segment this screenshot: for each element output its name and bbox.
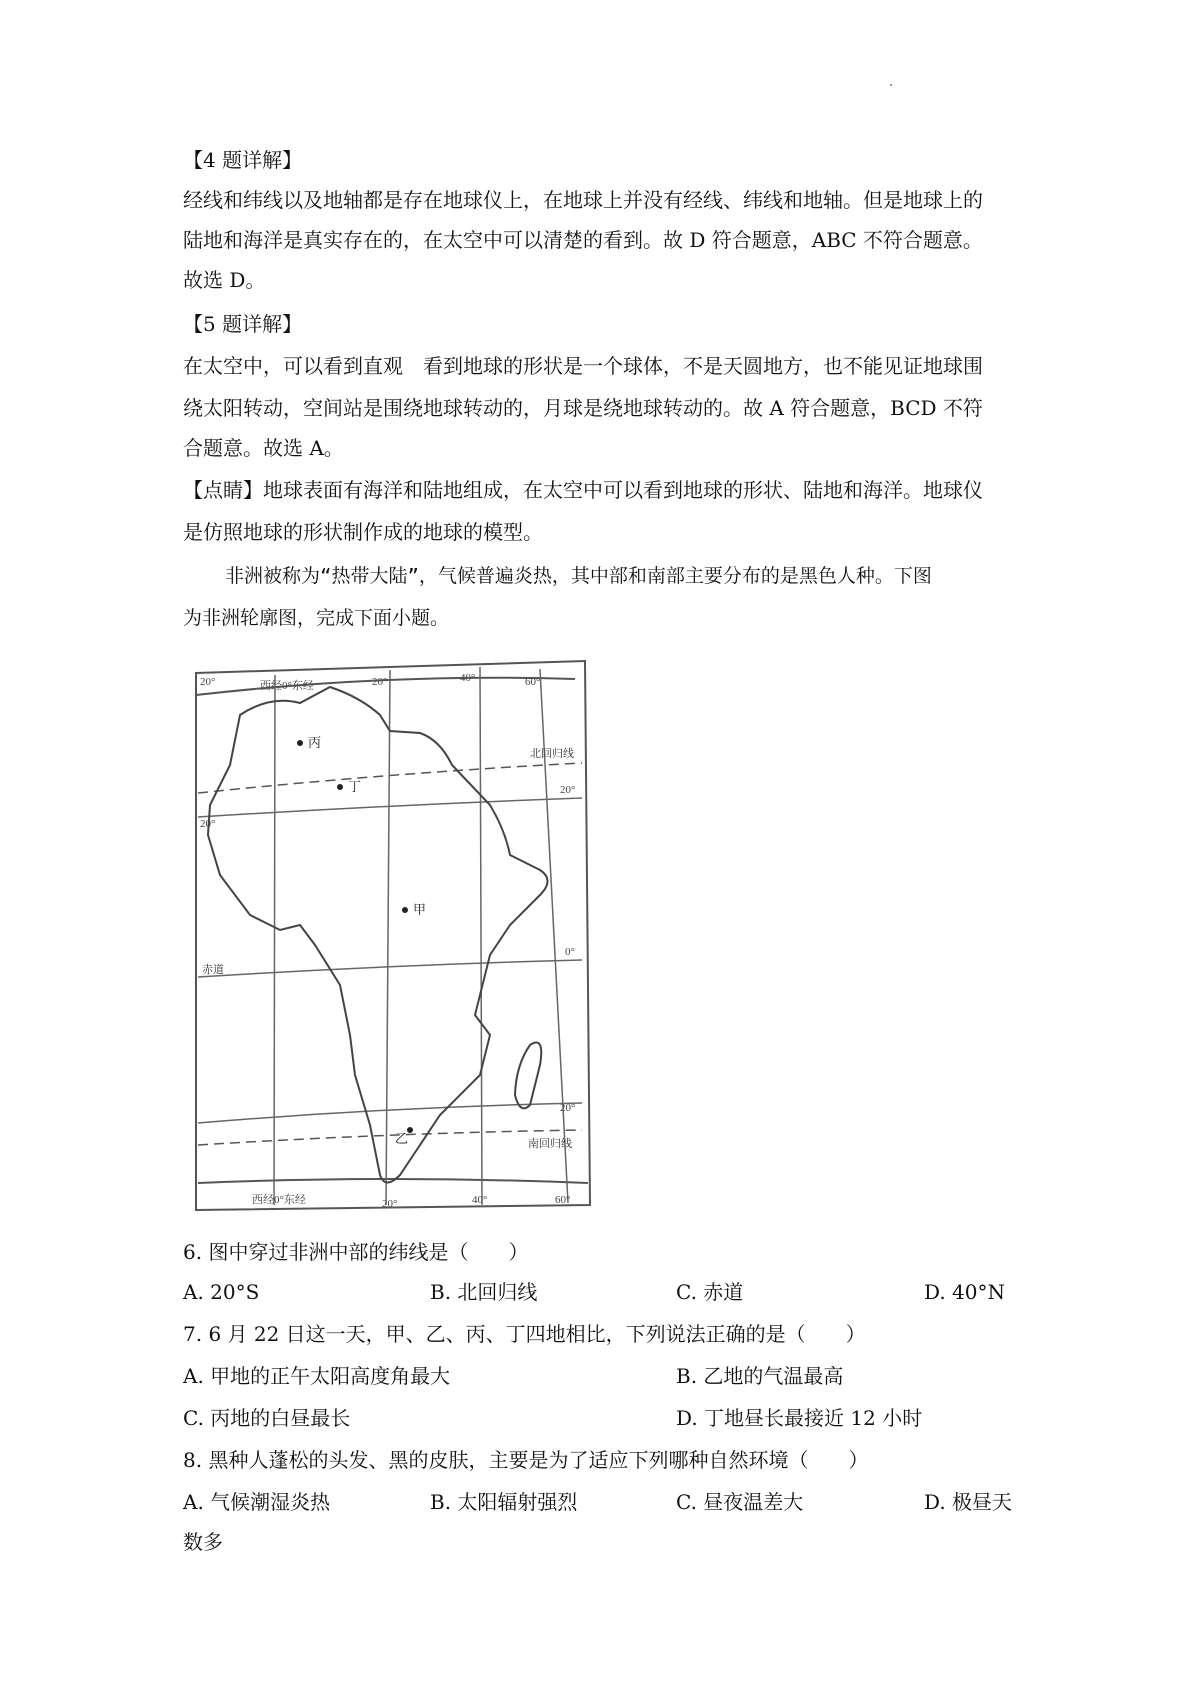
tropic-of-capricorn-line bbox=[198, 1130, 582, 1145]
equator-line bbox=[198, 960, 582, 977]
point-bing-label: 丙 bbox=[308, 735, 322, 750]
q4-detail-line: 经线和纬线以及地轴都是存在地球仪上，在地球上并没有经线、纬线和地轴。但是地球上的 bbox=[183, 188, 983, 212]
point-ding-label: 丁 bbox=[348, 779, 362, 794]
q8-option-d-continuation: 数多 bbox=[183, 1530, 223, 1554]
point-yi-label: 乙 bbox=[395, 1131, 409, 1146]
q8-option-b[interactable]: B. 太阳辐射强烈 bbox=[430, 1490, 578, 1514]
lat-label: 20° bbox=[200, 818, 216, 830]
lon-label: 60° bbox=[525, 676, 541, 688]
q6-option-a[interactable]: A. 20°S bbox=[183, 1280, 260, 1304]
map-frame bbox=[196, 661, 590, 1210]
lon-label: 40° bbox=[472, 1194, 488, 1206]
lat-20n bbox=[198, 798, 582, 817]
south-tropic-label: 南回归线 bbox=[528, 1138, 572, 1150]
point-jia-dot bbox=[402, 907, 408, 913]
africa-outline-map bbox=[190, 655, 630, 1215]
africa-outline bbox=[208, 687, 548, 1183]
q5-detail-line: 在太空中，可以看到直观 看到地球的形状是一个球体，不是天圆地方，也不能见证地球围 bbox=[183, 354, 983, 378]
q5-detail-line: 合题意。故选 A。 bbox=[183, 436, 344, 460]
q4-detail-line: 故选 D。 bbox=[183, 268, 266, 292]
question-6-stem: 6. 图中穿过非洲中部的纬线是（ ） bbox=[183, 1240, 529, 1264]
north-tropic-label: 北回归线 bbox=[530, 748, 574, 760]
point-jia-label: 甲 bbox=[413, 902, 427, 917]
q7-option-a[interactable]: A. 甲地的正午太阳高度角最大 bbox=[183, 1364, 451, 1388]
meridian-40e bbox=[480, 667, 482, 1205]
q6-option-c[interactable]: C. 赤道 bbox=[676, 1280, 744, 1304]
q5-detail-heading: 【5 题详解】 bbox=[183, 312, 303, 336]
question-8-stem: 8. 黑种人蓬松的头发、黑的皮肤，主要是为了适应下列哪种自然环境（ ） bbox=[183, 1448, 869, 1472]
lon-label: 20° bbox=[200, 676, 216, 688]
lat-label: 0° bbox=[565, 946, 575, 958]
key-point-line: 是仿照地球的形状制作成的地球的模型。 bbox=[183, 520, 543, 544]
q5-detail-line: 绕太阳转动，空间站是围绕地球转动的，月球是绕地球转动的。故 A 符合题意，BCD 不符 bbox=[183, 396, 983, 420]
q4-detail-heading: 【4 题详解】 bbox=[183, 148, 303, 172]
lon-label: 60° bbox=[555, 1194, 571, 1206]
meridian-0 bbox=[274, 675, 275, 1205]
intro-line: 非洲被称为“热带大陆”，气候普遍炎热，其中部和南部主要分布的是黑色人种。下图 bbox=[225, 565, 932, 587]
q7-option-c[interactable]: C. 丙地的白昼最长 bbox=[183, 1406, 351, 1430]
q7-option-d[interactable]: D. 丁地昼长最接近 12 小时 bbox=[676, 1406, 923, 1430]
q8-option-a[interactable]: A. 气候潮湿炎热 bbox=[183, 1490, 331, 1514]
q8-option-d[interactable]: D. 极昼天 bbox=[924, 1490, 1013, 1514]
lon-label: 20° bbox=[372, 676, 388, 688]
key-point-line: 【点睛】地球表面有海洋和陆地组成，在太空中可以看到地球的形状、陆地和海洋。地球仪 bbox=[183, 478, 983, 502]
point-ding-dot bbox=[337, 784, 343, 790]
lon-label: 20° bbox=[382, 1198, 398, 1210]
q6-option-d[interactable]: D. 40°N bbox=[924, 1280, 1005, 1304]
lat-label: 20° bbox=[560, 784, 576, 796]
meridian-20e bbox=[386, 670, 390, 1205]
equator-label: 赤道 bbox=[202, 964, 224, 976]
q6-option-b[interactable]: B. 北回归线 bbox=[430, 1280, 538, 1304]
question-7-stem: 7. 6 月 22 日这一天，甲、乙、丙、丁四地相比，下列说法正确的是（ ） bbox=[183, 1322, 866, 1346]
q4-detail-line: 陆地和海洋是真实存在的，在太空中可以清楚的看到。故 D 符合题意，ABC 不符合题意。 bbox=[183, 228, 983, 252]
madagascar-outline bbox=[515, 1043, 541, 1109]
q7-option-b[interactable]: B. 乙地的气温最高 bbox=[676, 1364, 844, 1388]
intro-line: 为非洲轮廓图，完成下面小题。 bbox=[183, 607, 450, 629]
point-bing-dot bbox=[297, 740, 303, 746]
q8-option-c[interactable]: C. 昼夜温差大 bbox=[676, 1490, 804, 1514]
lat-20s bbox=[198, 1103, 582, 1123]
lat-label: 20° bbox=[560, 1102, 576, 1114]
lon-label: 40° bbox=[460, 672, 476, 684]
map-top-label: 西经0°东经 bbox=[260, 680, 314, 692]
map-bottom-label: 西经0°东经 bbox=[252, 1194, 306, 1206]
scan-speck bbox=[890, 84, 892, 86]
